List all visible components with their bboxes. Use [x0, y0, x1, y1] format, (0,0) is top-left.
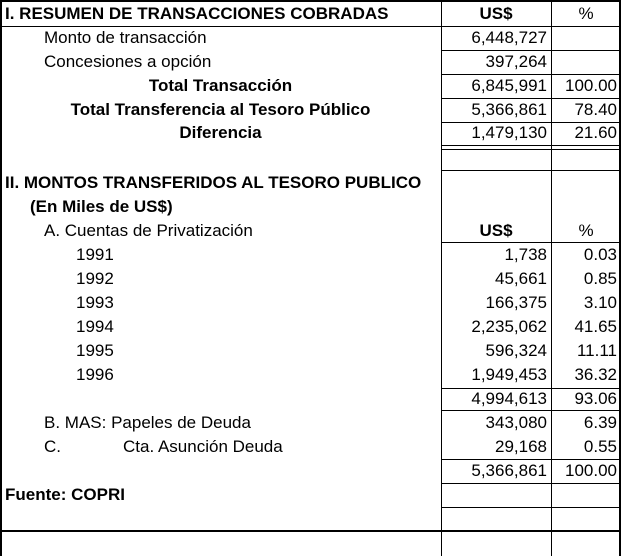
row-c-letter: C.	[44, 437, 61, 456]
s1-row-usd: 397,264	[485, 52, 547, 71]
year-label: 1995	[76, 341, 114, 360]
row-b-pct: 6.39	[583, 413, 617, 432]
year-pct: 11.11	[576, 341, 617, 360]
subtotal-pct: 93.06	[574, 389, 617, 408]
total-pct: 100.00	[565, 461, 617, 480]
hl-s1-row5b	[441, 149, 621, 150]
year-pct: 36.32	[574, 365, 617, 384]
subsection-a-label: A. Cuentas de Privatización	[44, 221, 253, 240]
s1-difference-label: Diferencia	[179, 123, 262, 142]
source-note: Fuente: COPRI	[5, 485, 125, 504]
year-label: 1994	[76, 317, 114, 336]
row-c-label: Cta. Asunción Deuda	[123, 437, 283, 456]
s1-row-label: Concesiones a opción	[44, 52, 212, 71]
s1-row-usd: 6,448,727	[471, 28, 547, 47]
section1-pct-header: %	[578, 4, 594, 23]
subtotal-usd: 4,994,613	[471, 389, 547, 408]
year-usd: 1,949,453	[471, 365, 547, 384]
year-pct: 41.65	[574, 317, 617, 336]
year-label: 1991	[76, 245, 114, 264]
hl-s1-row5a	[441, 145, 621, 146]
row-b-label: B. MAS: Papeles de Deuda	[44, 413, 251, 432]
section2-pct-header: %	[578, 221, 594, 240]
s1-row-usd: 1,479,130	[471, 123, 547, 142]
section2-subtitle: (En Miles de US$)	[30, 197, 173, 216]
year-label: 1993	[76, 293, 114, 312]
s1-row-pct: 78.40	[574, 100, 617, 119]
row-b-usd: 343,080	[485, 413, 547, 432]
hl-source	[441, 507, 621, 508]
s1-row-pct: 21.60	[574, 123, 617, 142]
s1-total-transfer-label: Total Transferencia al Tesoro Público	[70, 100, 371, 119]
total-usd: 5,366,861	[471, 461, 547, 480]
section1-title: I. RESUMEN DE TRANSACCIONES COBRADAS	[5, 4, 389, 23]
year-usd: 1,738	[504, 245, 547, 264]
section1-usd-header: US$	[479, 4, 513, 23]
row-c-usd: 29,168	[495, 437, 547, 456]
year-label: 1996	[76, 365, 114, 384]
s1-row-label: Monto de transacción	[44, 28, 207, 47]
year-label: 1992	[76, 269, 114, 288]
year-usd: 166,375	[485, 293, 547, 312]
s1-row-usd: 5,366,861	[471, 100, 547, 119]
row-c-pct: 0.55	[583, 437, 617, 456]
year-pct: 0.03	[583, 245, 617, 264]
section2-title: II. MONTOS TRANSFERIDOS AL TESORO PUBLICO	[5, 173, 422, 192]
s1-total-transaction-label: Total Transacción	[148, 76, 293, 95]
year-usd: 2,235,062	[471, 317, 547, 336]
s1-row-pct: 100.00	[565, 76, 617, 95]
border-bottom-section	[0, 530, 621, 532]
hl-s1-end	[441, 170, 621, 171]
hl-s2-total	[441, 483, 621, 484]
s1-row-usd: 6,845,991	[471, 76, 547, 95]
year-pct: 0.85	[583, 269, 617, 288]
section2-usd-header: US$	[479, 221, 513, 240]
year-usd: 45,661	[495, 269, 547, 288]
year-usd: 596,324	[485, 341, 547, 360]
year-pct: 3.10	[583, 293, 617, 312]
